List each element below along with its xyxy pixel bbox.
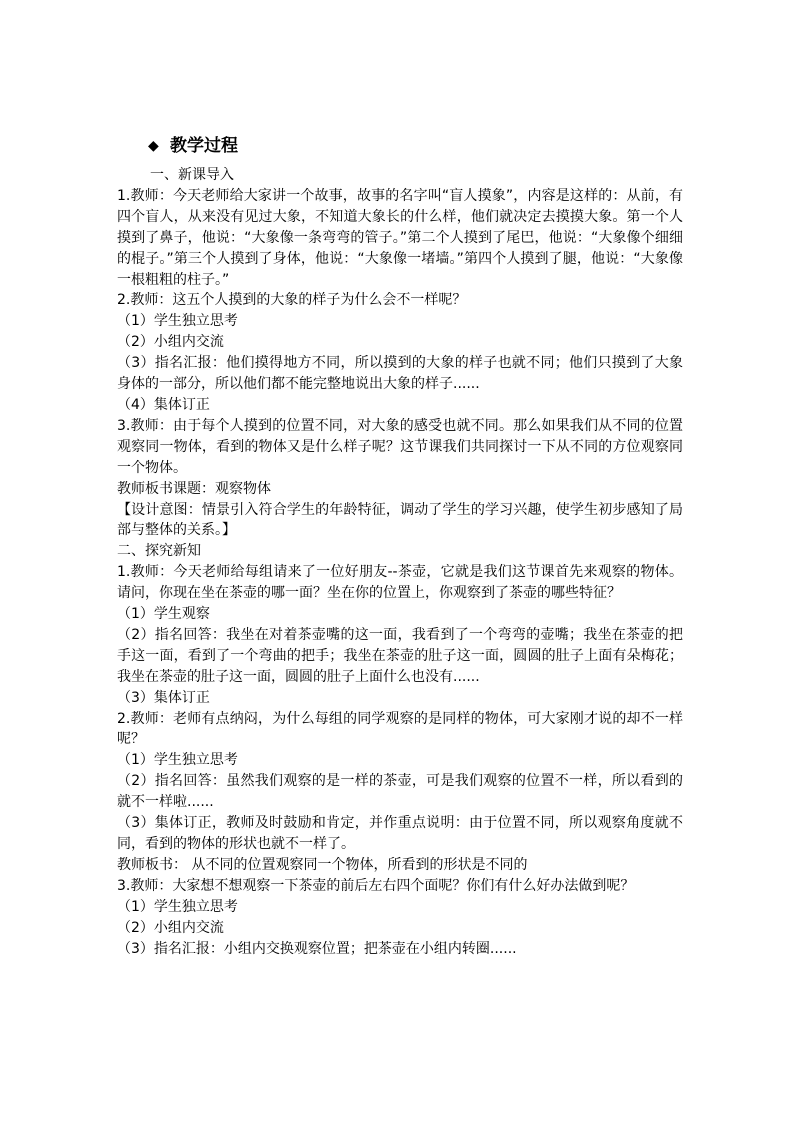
list-item: （2）小组内交流 [117,334,224,351]
list-item: （2）指名回答：虽然我们观察的是一样的茶壶，可是我们观察的位置不一样，所以看到的就不一样啦...... [117,773,683,811]
list-item: （1）学生独立思考 [117,752,238,769]
document-body [117,165,683,959]
list-item: （3）集体订正，教师及时鼓励和肯定，并作重点说明：由于位置不同，所以观察角度就不同，看到的物体的形状也就不一样了。 [117,815,683,852]
list-item: （3）指名汇报：小组内交换观察位置；把茶壶在小组内转圈...... [117,940,517,957]
heading-title: 教学过程 [170,136,238,156]
section-heading [148,133,238,159]
list-item: （2）小组内交流 [117,919,224,936]
board-note: 教师板书： 从不同的位置观察同一个物体，所看到的形状是不同的 [117,856,528,873]
paragraph: 2.教师：老师有点纳闷，为什么每组的同学观察的是同样的物体，可大家刚才说的却不一样呢？ [117,710,683,748]
list-item: （1）学生观察 [117,606,210,623]
list-item: （2）指名回答：我坐在对着茶壶嘴的这一面，我看到了一个弯弯的壶嘴；我坐在茶壶的把手这一面，看到了一个弯曲的把手；我坐在茶壶的肚子这一面，圆圆的肚子上面有朵梅花；我坐在茶壶的肚子这一面，圆圆的肚子上面什么也没有...... [117,626,683,685]
paragraph: 3.教师：由于每个人摸到的位置不同，对大象的感受也就不同。那么如果我们从不同的位置观察同一物体，看到的物体又是什么样子呢？这节课我们共同探讨一下从不同的方位观察同一个物体。 [117,417,683,476]
section-title: 二、探究新知 [117,543,201,560]
section-title: 一、新课导入 [150,167,234,183]
design-note: 【设计意图：情景引入符合学生的年龄特征，调动了学生的学习兴趣，使学生初步感知了局部与整体的关系。】 [117,501,683,539]
paragraph: 1.教师：今天老师给每组请来了一位好朋友--茶壶，它就是我们这节课首先来观察的物体。请问，你现在坐在茶壶的哪一面？坐在你的位置上，你观察到了茶壶的哪些特征？ [117,564,683,602]
list-item: （3）指名汇报：他们摸得地方不同，所以摸到的大象的样子也就不同；他们只摸到了大象身体的一部分，所以他们都不能完整地说出大象的样子...... [117,355,683,393]
paragraph: 3.教师：大家想不想观察一下茶壶的前后左右四个面呢？你们有什么好办法做到呢？ [117,877,635,894]
diamond-bullet-icon: ◆ [148,138,159,154]
list-item: （1）学生独立思考 [117,898,238,915]
list-item: （4）集体订正 [117,396,210,413]
paragraph: 1.教师：今天老师给大家讲一个故事，故事的名字叫“盲人摸象”，内容是这样的：从前，有四个盲人，从来没有见过大象，不知道大象长的什么样，他们就决定去摸摸大象。第一个人摸到了鼻子，他说：“大象像一条弯弯的管子。”第二个人摸到了尾巴，他说：“大象像个细细的棍子。”第三个人摸到了身体，他说：“大象像一堵墙。”第四个人摸到了腿，他说：“大象像一根粗粗的柱子。” [117,187,683,288]
list-item: （3）集体订正 [117,689,210,706]
paragraph: 2.教师：这五个人摸到的大象的样子为什么会不一样呢？ [117,292,467,309]
list-item: （1）学生独立思考 [117,313,238,330]
board-note: 教师板书课题：观察物体 [117,480,271,497]
